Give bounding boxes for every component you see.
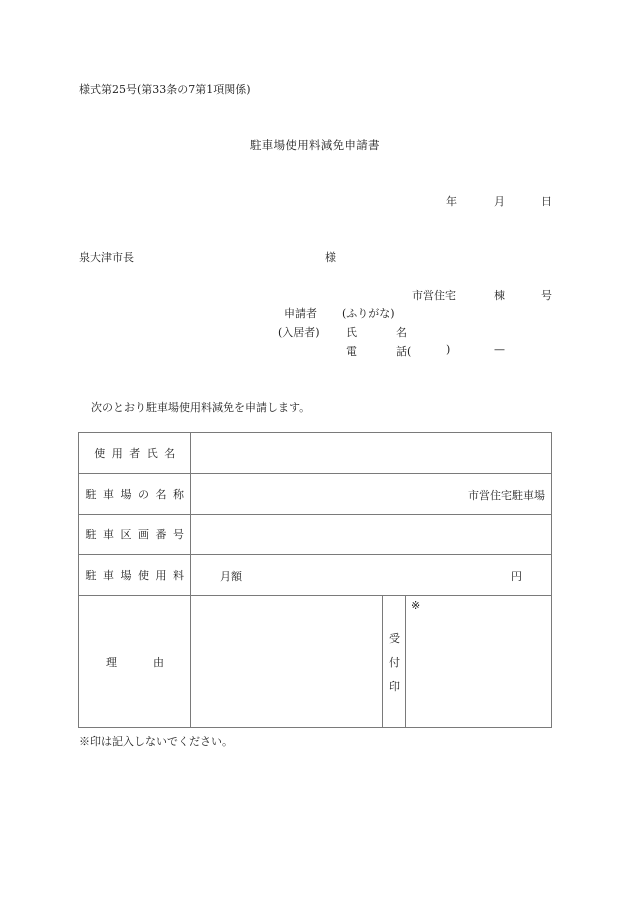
yen-unit-label: 円 <box>511 570 522 583</box>
user-name-label: 使用者氏名 <box>94 447 182 460</box>
user-name-field[interactable] <box>193 435 549 471</box>
resident-label: (入居者) <box>278 326 320 339</box>
date-day-label: 日 <box>541 195 552 208</box>
building-label: 棟 <box>494 289 505 302</box>
form-number: 様式第25号(第33条の7第1項関係) <box>79 83 251 96</box>
monthly-amount-label: 月額 <box>220 570 242 583</box>
phone-paren-close: ) <box>446 343 451 356</box>
parking-name-label: 駐車場の名称 <box>85 487 191 501</box>
stamp-label-char: 付 <box>389 656 400 669</box>
reason-label <box>79 595 191 729</box>
housing-label: 市営住宅 <box>412 289 456 302</box>
date-year-label: 年 <box>446 195 457 208</box>
reason-label-char: 理 <box>106 656 117 669</box>
phone-label: 電 <box>346 345 357 358</box>
name-label: 名 <box>396 326 407 339</box>
office-use-mark: ※ <box>411 599 421 612</box>
phone-dash: — <box>494 343 505 356</box>
parking-name-value: 市営住宅駐車場 <box>468 489 545 502</box>
stamp-label-char: 印 <box>389 680 400 693</box>
addressee-honorific: 様 <box>325 251 336 264</box>
footnote: ※印は記入しないでください。 <box>79 735 233 748</box>
document-title: 駐車場使用料減免申請書 <box>250 138 380 152</box>
unit-number-label: 号 <box>541 289 552 302</box>
phone-label: 話( <box>396 345 412 358</box>
parking-space-number-label: 駐車区画番号 <box>85 528 191 541</box>
parking-fee-label: 駐車場使用料 <box>85 568 191 582</box>
applicant-label: 申請者 <box>284 307 317 320</box>
application-table <box>78 432 552 728</box>
reason-field[interactable] <box>193 598 379 726</box>
parking-space-number-field[interactable] <box>193 516 549 552</box>
addressee-name: 泉大津市長 <box>79 251 134 264</box>
intro-text: 次のとおり駐車場使用料減免を申請します。 <box>91 401 311 414</box>
stamp-label-char: 受 <box>389 632 400 645</box>
reason-label-char: 由 <box>153 656 164 669</box>
receipt-stamp-label <box>383 595 406 729</box>
furigana-label: (ふりがな) <box>342 307 395 320</box>
name-label: 氏 <box>346 326 357 339</box>
date-month-label: 月 <box>494 195 505 208</box>
